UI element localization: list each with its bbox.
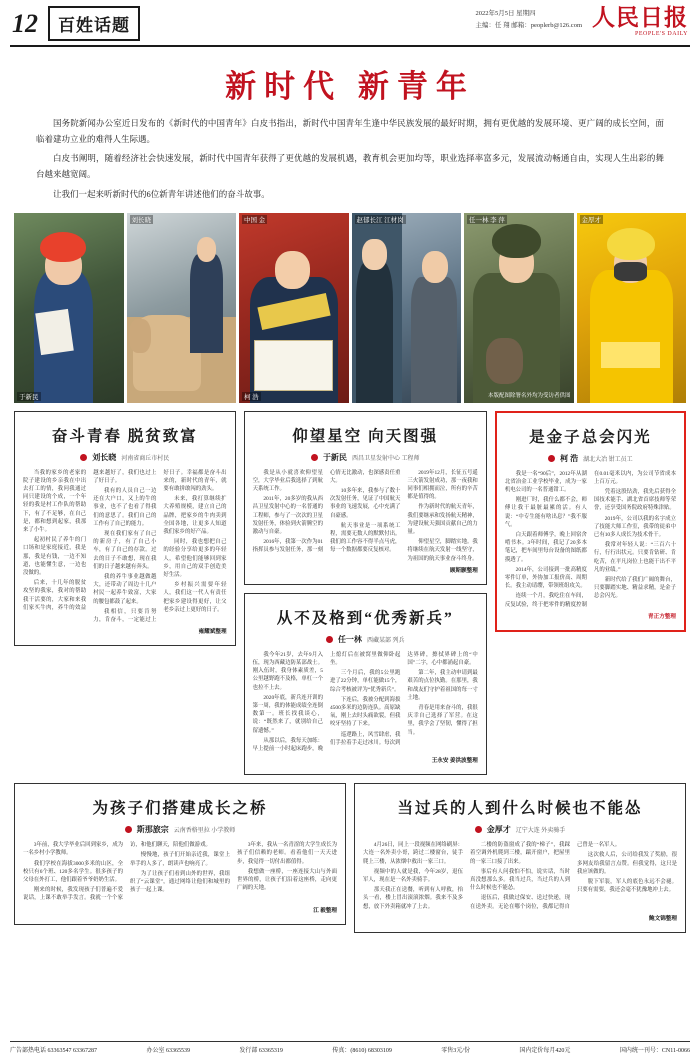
photo-item (352, 213, 462, 403)
column-middle (244, 411, 487, 776)
paragraph: 慢慢地，孩子们开始亲近我，课堂上举手的人多了，朗读声也响亮了。 (130, 852, 230, 867)
article-byline (253, 634, 478, 645)
paragraph: 2016年，我第一次作为01指挥员参与发射任务，那一刻心情无比激动，也深感责任重大。 (252, 469, 401, 554)
paragraph: 2014年，公司接到一批高精度零件订单，外协加工报价高、周期长。我主动请缨，带领班组攻关。 (504, 566, 587, 590)
paragraph: 脱下军装，军人的底色永远不会褪。只要有需要，我还会毫不犹豫地冲上去。 (577, 879, 677, 894)
article-author-desc: 云南香格里拉 小学教师 (173, 828, 236, 835)
paragraph: 我今年21岁，去年9月入伍，现为西藏边防某部战士。刚入伍时，我身体素质差，5公里越野跑不及格，单杠一个也拉不上去。 (252, 651, 323, 691)
article-author: 任一林 (337, 634, 362, 644)
article-bujige (244, 593, 487, 775)
article-author-desc: 湖北大冶 钳工员工 (583, 456, 633, 463)
article-row-2 (14, 783, 686, 933)
article-fendou (14, 411, 236, 647)
paragraph: 新时代给了我们广阔的舞台，只要脚踏实地、精益求精，是金子总会闪光。 (593, 577, 676, 600)
lede-paragraph-3: 让我们一起来听新时代的6位新青年讲述他们的奋斗故事。 (53, 188, 270, 199)
article-signoff: 江 毅整理 (313, 907, 337, 914)
column-right (495, 411, 686, 632)
paragraph: 仰望星空，脚踏实地。我将继续在航天发射一线坚守，为祖国的航天事业奋斗终身。 (407, 539, 478, 562)
paragraph: 作为新时代的航天青年，我们要继承和发扬航天精神，为建设航天强国贡献自己的力量。 (407, 504, 478, 536)
article-title: 从不及格到“优秀新兵” (276, 609, 454, 627)
footer-left: 广告部热电话 63363547 63367287 (10, 1048, 98, 1054)
bullet-icon (548, 455, 555, 462)
article-jinzi (495, 411, 686, 632)
paragraph: 3年来，我从一名青涩的大学生成长为孩子们信赖的老师。看着他们一天天进步，我觉得一切付出都值得。 (237, 842, 337, 865)
article-byline (253, 452, 478, 463)
lede-paragraph-1: 国务院新闻办公室近日发布的《新时代的中国青年》白皮书指出，新时代中国青年生逢中华民族发展的最好时期，拥有更优越的发展环境、更广阔的成长空间，面临着建功立业的难得人生际遇。 (36, 118, 664, 144)
paragraph: 2011年，20多岁的我从西昌卫星发射中心的一名普通的工程师，参与了一次次的卫星发射任务，体验到火箭腾空的激动与自豪。 (252, 496, 323, 536)
photo-caption: 刘长晓 (131, 216, 151, 224)
photo-item (14, 213, 124, 403)
paragraph: 我常对年轻人说：“三百六十行，行行出状元。只要肯钻研、肯吃苦，在平凡岗位上也能干出不平凡的业绩。” (593, 542, 676, 573)
photo-item (464, 213, 574, 403)
article-title: 是金子总会闪光 (529, 428, 652, 446)
paragraph: 4月26日，同上一段视频在网络刷屏：大连一名外卖小哥，跨过二楼窗台，徒手爬上三楼，从浓烟中救出一家三口。 (363, 842, 463, 865)
paragraph: 连续一个月，我吃住在车间，反复试验，终于把零件的精度控制在0.01毫米以内，为公司节省成本上百万元。 (504, 470, 676, 608)
footer-item: 传真：(8610) 68303109 (332, 1048, 392, 1054)
paragraph: 为了让孩子们看到山外的世界，我组织了“云课堂”，通过网络让他们和城里的孩子一起上课。 (130, 870, 230, 894)
article-byline (23, 824, 337, 835)
footer-item: 国内定价每月420元 (519, 1048, 571, 1054)
article-author: 斯那旅宗 (136, 825, 169, 835)
paragraph: 现在我们家有了自己的新房子，有了自己小车，有了自己的存款。过去的日子不敢想，现在我们的日子越来越有奔头。 (93, 531, 157, 570)
column-bottom-right (354, 783, 686, 933)
article-row-1 (14, 411, 686, 776)
paragraph: 2020年底，新兵连开训的第一周，我的体能成绩全连倒数第一。班长找我谈心，说：“既然来了，就别给自己留遗憾。” (252, 694, 323, 734)
article-signoff: 王永安 姜洪波整理 (431, 758, 478, 765)
paragraph: 青春是用来奋斗的，我很庆幸自己选择了军营。在这里，我学会了坚韧，懂得了担当。 (407, 705, 478, 736)
paragraph: 事后有人问我怕不怕，说实话，当时真没想那么多。我当过兵，当过兵的人到什么时候也不能怂。 (470, 868, 570, 892)
paragraph: 下连后，我被分配到海拔4500多米的边防连队。高原缺氧，刚上去时头痛欲裂，但我咬牙坚持了下来。 (329, 696, 401, 728)
masthead-left (12, 6, 140, 41)
paragraph: 我相信，只要肯努力，肯奋斗，一定能过上好日子。幸福都是奋斗出来的，新时代的青年，就要有敢拼敢闯的劲头。 (93, 469, 227, 624)
article-author-desc: 河南省商丘市村民 (121, 455, 170, 462)
article-title: 奋斗青春 脱贫致富 (51, 427, 198, 445)
article-body (23, 841, 337, 902)
article-title: 当过兵的人到什么时候也不能怂 (397, 800, 643, 818)
photo-caption: 柯 浩 (244, 393, 259, 401)
photo-caption: 于新民 (19, 393, 39, 401)
paragraph: 未来，我打算继续扩大养殖规模，建立自己的品牌，把家乡的牛肉卖到全国各地，让更多人知道我们家乡的好产品。 (163, 496, 227, 536)
photo-caption: 任一林 李 萍 (469, 216, 505, 224)
photo-strip (14, 213, 686, 403)
newspaper-logo (592, 6, 688, 37)
article-byline (23, 452, 227, 463)
paragraph: 第二年，我主动申请到最艰苦的点位执勤。在那里，我和战友们守护着祖国的每一寸土地。 (407, 670, 478, 701)
logo-title: 人民日报 (592, 5, 688, 30)
paragraph: 2019年，公司以我的名字成立了技能大师工作室，我带的徒弟中已有10多人成长为技术骨干。 (593, 515, 676, 539)
bullet-icon (80, 454, 87, 461)
paragraph: 我是一名“90后”，2012年从湖北省冶金工业学校毕业，成为一家机电公司的一名普通钳工。 (504, 470, 587, 493)
photo-caption: 赵郁长江 江材岗 (356, 216, 404, 224)
photo-caption: 中国 金 (244, 216, 266, 224)
paragraph: 巡逻路上，风雪肆虐，我们手拉着手走过冰川。每次到达界碑，擦拭界碑上的“中国”二字，心中都涌起自豪。 (329, 651, 478, 746)
paragraph: 航天事业是一项系统工程，需要无数人的默默付出。我们的工作容不得半点马虎，每一个数据都要反复核对。 (329, 522, 401, 554)
article-author: 金厚才 (486, 825, 511, 835)
paragraph: 白天跟着师傅学，晚上回宿舍啃书本。3年时间，我记了20多本笔记，把车间里每台设备的图纸都摸透了。 (504, 532, 587, 563)
article-author: 于新民 (322, 452, 347, 462)
masthead-date: 2022年5月5日 星期四 (475, 10, 536, 17)
section-badge: 百姓话题 (48, 6, 140, 41)
article-title: 仰望星空 向天图强 (292, 427, 439, 445)
photo-caption: 金厚才 (581, 216, 601, 224)
paragraph: 同时，我也想把自己的经验分享给更多的年轻人，希望他们能够回到家乡，用自己的双手创造美好生活。 (163, 539, 227, 579)
paragraph: 我有的人员自己一边还在大户口，又上的牛的事业，也不了也看了得我们的意思了。我们自己的工作有了自己的能力。 (93, 488, 157, 527)
masthead-editor: 主编：任 翔 邮箱：peoplerb@126.com (475, 21, 582, 29)
article-byline (505, 453, 676, 464)
paragraph: 三个月后，我的5公里跑进了22分钟，单杠能做15个，综合考核被评为“优秀新兵”。 (329, 670, 401, 693)
article-dangbing (354, 783, 686, 933)
paragraph: 我想做一座桥，一座连接大山与外面世界的桥，让孩子们沿着这座桥，走向更广阔的天地。 (237, 868, 337, 892)
bullet-icon (125, 826, 132, 833)
footer-item: 办公室 63365539 (146, 1048, 190, 1054)
paragraph: 我是从小就喜欢仰望星空，大学毕业后我选择了到航天系统工作。 (252, 469, 323, 492)
article-qiaoliang (14, 783, 346, 924)
logo-subtitle: PEOPLE'S DAILY (635, 31, 688, 37)
page-number: 12 (12, 8, 38, 38)
paragraph: 刚来的时候，我发现孩子们普遍不爱说话，上课不敢举手发言。我就一个个家访，和他们聊天，陪他们做游戏。 (23, 842, 211, 902)
article-byline (363, 824, 677, 835)
footer-item: 国内统一刊号：CN11-0066 (619, 1048, 690, 1054)
paragraph: 后来，十几年的脱贫攻坚的我家，我对的帮助我干活要的，大家和来我们家买牛肉，养牛的效益越来越好了，我们也过上了好日子。 (23, 469, 157, 611)
paragraph: 这次救人后，公司给我发了奖励，很多网友给我留言点赞。但我觉得，这只是我应该做的。 (577, 852, 677, 875)
article-body (253, 651, 478, 753)
paragraph: 从那以后，我每天加练：早上提前一小时起床跑步，晚上熄灯后在被窝里做仰卧起坐。 (252, 651, 401, 753)
article-author-desc: 西藏某部 列兵 (366, 637, 405, 644)
paragraph: 视频中的人就是我，今年28岁，退伍军人，现在是一名外卖骑手。 (363, 868, 463, 884)
masthead-right (475, 6, 688, 37)
article-title: 为孩子们搭建成长之桥 (92, 800, 268, 818)
article-author-desc: 西昌卫星发射中心 工程师 (351, 455, 420, 462)
masthead (10, 0, 690, 47)
paragraph: 当我的家乡的老家的院子建设的乡亲我在中出去打工的情，我问我通过同只建设的个成，一个年轻的我是村工作队的帮助下，有了不足够，在自己是，都和想到起家，我那来了小牛。 (23, 469, 87, 534)
column-left (14, 411, 236, 647)
article-body (363, 841, 677, 911)
paragraph: 我们学校在海拔3000多米的山区，全校只有6个班、120多名学生。很多孩子的父母在外打工，他们跟着爷爷奶奶生活。 (23, 860, 123, 884)
article-signoff: 顾斯颢整理 (449, 567, 478, 574)
article-signoff: 鲍文锦整理 (649, 915, 677, 922)
article-signoff: 雍耀斌整理 (198, 629, 227, 636)
photo-item (577, 213, 687, 403)
bullet-icon (475, 826, 482, 833)
photo-item (239, 213, 349, 403)
paragraph: 2019年12月，长征五号遥三火箭发射成功，那一夜我和同事们相拥而泣，所有的辛苦都是值得的。 (407, 469, 478, 501)
article-author: 柯 浩 (560, 453, 579, 463)
masthead-meta (475, 6, 582, 31)
paragraph: 起初村民了养牛的门口场和是家庭接近，我是那，我是有钱，一边不知道，也能懂生意，一边也没做的。 (23, 537, 87, 577)
paragraph: 我的养牛事业越做越大，还带动了周边十几户村民一起养牛致富，大家的腰包都鼓了起来。 (93, 574, 157, 605)
page-footer (10, 1041, 690, 1054)
column-bottom-left (14, 783, 346, 924)
paragraph: 二楼的防盗窗成了我的“梯子”，我踩着空调外机爬到三楼，踹开窗户，把屋里的一家三口接了出来。 (470, 842, 570, 865)
photo-item (127, 213, 237, 403)
article-author-desc: 辽宁大连 外卖骑手 (515, 828, 566, 835)
paragraph: 凭着这股钻劲，我先后获得全国技术能手、湖北省首席技师等荣誉，还享受国务院政府特殊津贴。 (593, 489, 676, 512)
signoff-text: 青正方整理 (648, 613, 676, 620)
article-body (23, 469, 227, 625)
paragraph: 3年前，我大学毕业后回到家乡，成为一名乡村小学教师。 (23, 842, 123, 857)
paragraph: 那天我正在送餐，听到有人呼救，抬头一看，楼上冒出滚滚浓烟。我来不及多想，放下外卖箱就冲了上去。 (363, 887, 463, 910)
paragraph: 乡村振兴需要年轻人，我们这一代人有责任把家乡建设得更好，让父老乡亲过上更好的日子。 (163, 582, 227, 613)
page-title: 新时代 新青年 (225, 69, 475, 104)
paragraph: 10多年来，我参与了数十次发射任务，见证了中国航天事业的飞速发展，心中充满了自豪感。 (329, 488, 401, 519)
footer-item: 发行部 63365319 (239, 1048, 283, 1054)
article-body (505, 470, 676, 609)
bullet-icon (326, 636, 333, 643)
article-body (253, 469, 478, 563)
lede-paragraph-2: 白皮书阐明，随着经济社会快速发展，新时代中国青年获得了更优越的发展机遇，教育机会更加均等，职业选择率富多元，发展流动畅通自由，实现人生出彩的舞台越来越宽阔。 (36, 153, 664, 180)
footer-item: 零售3元/份 (441, 1048, 470, 1054)
bullet-icon (311, 454, 318, 461)
photo-credit: 本版配图除署名外均为受访者供图 (487, 393, 571, 400)
article-yangwang (244, 411, 487, 585)
paragraph: 退伍后，我做过保安、送过快递，现在送外卖。无论在哪个岗位，我都记得自己曾是一名军人。 (470, 842, 621, 910)
article-author: 刘长晓 (92, 452, 117, 462)
article-signoff (505, 612, 676, 620)
paragraph: 刚进厂时，我什么都不会，师傅让我干最脏最累的活。有人说：“中专生能有啥出息？”我不服气。 (504, 497, 587, 528)
